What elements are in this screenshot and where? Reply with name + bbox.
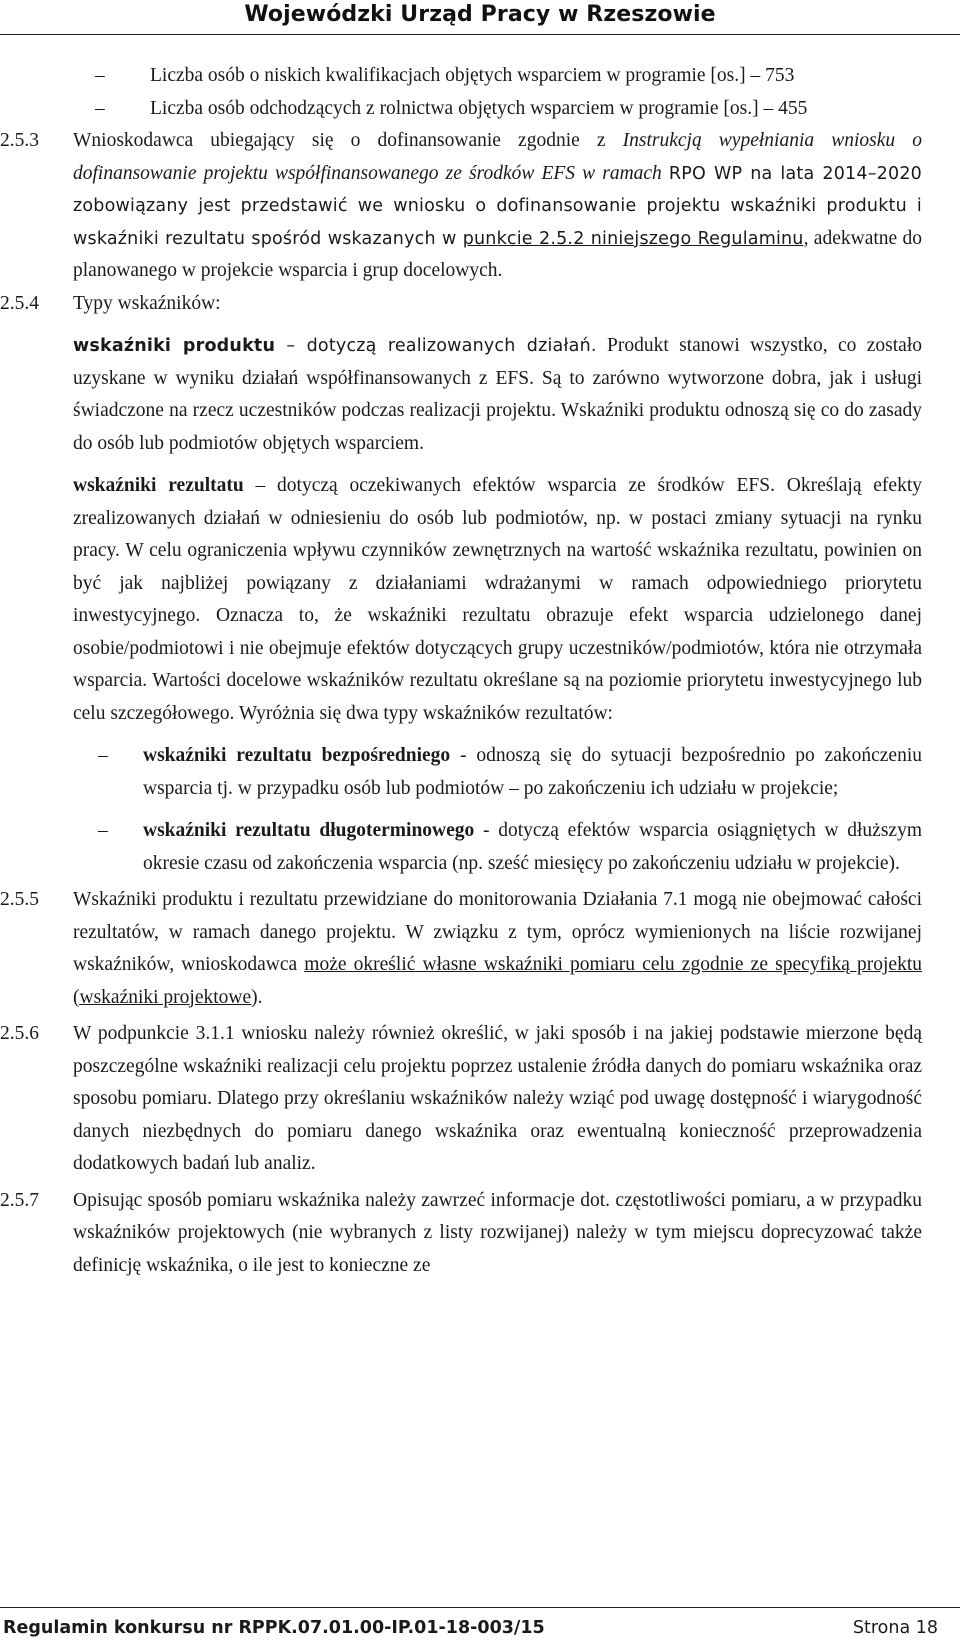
section-2-5-7 xyxy=(0,1185,960,1283)
paragraph-produkt xyxy=(73,330,922,460)
italic-text-run: Instrukcją wypełniania wniosku o dofinansowanie projektu współfinansowanego ze środków EFS w ramach xyxy=(73,130,922,184)
footer-document-id: Regulamin konkursu nr RPPK.07.01.00-IP.01-18-003/15 xyxy=(3,1618,545,1638)
section-2-5-3 xyxy=(0,125,960,288)
section-text: W podpunkcie 3.1.1 wniosku należy również określić, w jaki sposób i na jakiej podstawie mierzone będą poszczególne wskaźniki realizacji celu projektu poprzez ustalenie źródła danych do pomiaru wskaźnika oraz sposobu pomiaru. Dlatego przy określaniu wskaźników należy wziąć pod uwagę dostępność i wiarygodność danych niezbędnych do pomiaru danego wskaźnika oraz ewentualną konieczność przeprowadzenia dodatkowych badań lub analiz. xyxy=(73,1023,922,1174)
text-run: Wnioskodawca ubiegający się o dofinansowanie zgodnie z xyxy=(73,130,623,151)
text-run: – dotyczą realizowanych działań. xyxy=(275,336,597,356)
section-number: 2.5.7 xyxy=(0,1189,39,1211)
section-text: Opisując sposób pomiaru wskaźnika należy zawrzeć informacje dot. częstotliwości pomiaru, a w przypadku wskaźników projektowych (nie wybranych z listy rozwijanej) należy w tym miejscu doprecyzować także definicję wskaźnika, o ile jest to konieczne ze xyxy=(73,1189,922,1276)
paragraph-rezultat xyxy=(73,470,922,730)
list-item xyxy=(0,93,960,126)
section-number: 2.5.3 xyxy=(0,130,39,151)
list-item-text xyxy=(143,815,922,880)
section-number: 2.5.6 xyxy=(0,1023,39,1044)
text-run: Wskaźniki produktu i rezultatu przewidziane do monitorowania Działania 7.1 mogą nie obejmować całości rezultatów, w ramach danego projektu. W związku z tym, oprócz wymienionych na liście rozwijanej wskaźników, wnioskodawca xyxy=(73,889,922,975)
section-text xyxy=(73,125,960,288)
text-run: Produkt stanowi wszystko, co zostało uzyskane w wyniku działań współfinansowanych z EFS. Są to zarówno wytworzone dobra, jak i usługi świadczone na rzecz uczestników podczas realizacji projektu. Wskaźniki produktu odnoszą się co do zasady do osób lub podmiotów objętych wsparciem. xyxy=(73,335,923,454)
section-number: 2.5.4 xyxy=(0,292,39,314)
list-item xyxy=(0,60,960,93)
dash-bullet: – xyxy=(98,745,108,766)
term-label: wskaźniki rezultatu długoterminowego xyxy=(143,820,475,841)
list-item-text: Liczba osób o niskich kwalifikacjach objętych wsparciem w programie [os.] – 753 xyxy=(150,65,795,86)
footer-divider xyxy=(0,1607,960,1608)
text-run: , adekwatne do planowanego w projekcie wsparcia i grup docelowych. xyxy=(73,227,922,281)
section-heading: Typy wskaźników: xyxy=(73,292,221,314)
document-body xyxy=(0,60,960,1282)
page-header-title: Wojewódzki Urząd Pracy w Rzeszowie xyxy=(244,2,716,27)
dash-bullet: – xyxy=(95,65,105,86)
list-item-text xyxy=(143,740,922,805)
underlined-text-run: może określić własne wskaźniki pomiaru celu zgodnie ze specyfiką projektu (wskaźniki projektowe) xyxy=(73,954,922,1008)
header-divider xyxy=(0,34,960,35)
text-run: . xyxy=(257,986,263,1008)
term-label: wskaźniki rezultatu bezpośredniego xyxy=(143,745,451,766)
footer-page-number: Strona 18 xyxy=(852,1618,938,1638)
text-run: - odnoszą się do sytuacji bezpośrednio po zakończeniu wsparcia tj. w przypadku osób lub podmiotów – po zakończeniu ich udziału w projekcie; xyxy=(143,745,922,799)
dash-bullet: – xyxy=(98,820,108,841)
section-2-5-6 xyxy=(0,1018,960,1181)
section-2-5-4 xyxy=(0,288,960,881)
text-run: - dotyczą efektów wsparcia osiągniętych w dłuższym okresie czasu od zakończenia wsparcia (np. sześć miesięcy po zakończeniu udziału w projekcie). xyxy=(143,820,922,874)
text-run: RPO WP na lata 2014–2020 zobowiązany jest przedstawić we wniosku o dofinansowanie projektu wskaźniki produktu i wskaźniki rezultatu spośród wskazanych w xyxy=(73,163,923,249)
section-text xyxy=(73,884,960,1014)
list-item xyxy=(73,815,922,880)
term-label: wskaźniki rezultatu xyxy=(73,475,244,496)
text-run: – dotyczą oczekiwanych efektów wsparcia ze środków EFS. Określają efekty zrealizowanych działań w odniesieniu do osób lub podmiotów, np. w postaci zmiany sytuacji na rynku pracy. W celu ograniczenia wpływu czynników zewnętrznych na wartość wskaźnika rezultatu, powinien on być jak najbliżej powiązany z działaniami wdrażanymi w ramach odpowiedniego priorytetu inwestycyjnego. Oznacza to, że wskaźniki rezultatu obrazuje efekt wsparcia udzielonego danej osobie/podmiotowi i nie obejmuje efektów dotyczących grupy uczestników/podmiotów, która nie otrzymała wsparcia. Wartości docelowe wskaźników rezultatu określane są na poziomie priorytetu inwestycyjnego lub celu szczegółowego. Wyróżnia się dwa typy wskaźników rezultatów: xyxy=(73,475,922,724)
section-2-5-5 xyxy=(0,884,960,1014)
list-item xyxy=(73,740,922,805)
page-footer xyxy=(3,1615,938,1641)
underlined-text-run: punkcie 2.5.2 niniejszego Regulaminu xyxy=(462,228,804,249)
section-body xyxy=(73,288,960,881)
section-number: 2.5.5 xyxy=(0,889,39,910)
list-item-text: Liczba osób odchodzących z rolnictwa objętych wsparciem w programie [os.] – 455 xyxy=(150,97,808,119)
dash-bullet: – xyxy=(95,97,105,119)
term-label: wskaźniki produktu xyxy=(73,336,276,356)
